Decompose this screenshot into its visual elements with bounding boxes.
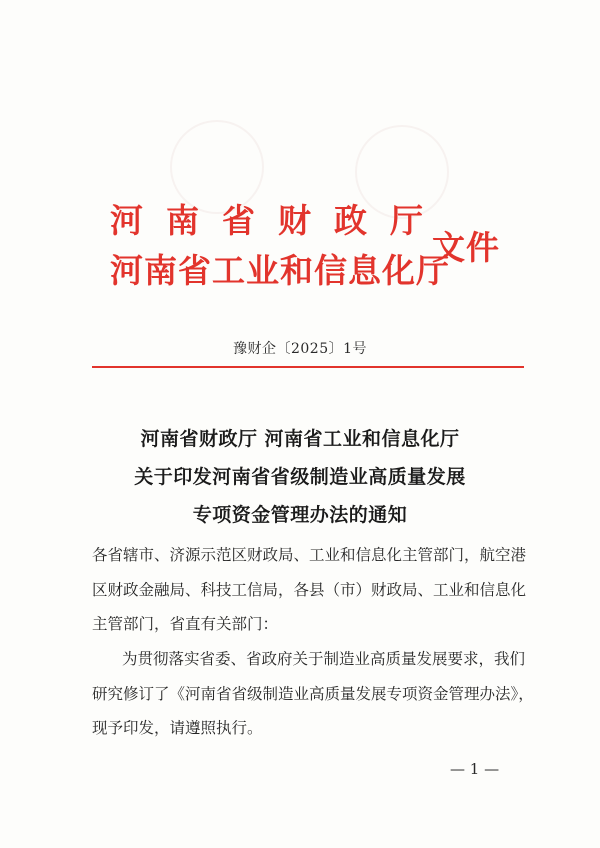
title-line-2: 关于印发河南省省级制造业高质量发展 [134,466,466,488]
title-line-3: 专项资金管理办法的通知 [192,504,408,526]
addressee-line-1: 各省辖市、济源示范区财政局、工业和信息化主管部门，航空港 [92,546,527,564]
paragraph-line-2: 研究修订了《河南省省级制造业高质量发展专项资金管理办法》， [92,685,534,703]
title-line-1: 河南省财政厅 河南省工业和信息化厅 [140,428,460,450]
page-number: — 1 — [450,760,500,778]
paragraph-line-1: 为贯彻落实省委、省政府关于制造业高质量发展要求，我们 [122,650,526,668]
document-number: 豫财企〔2025〕1号 [232,341,368,357]
addressee-line-2: 区财政金融局、科技工信局，各县（市）财政局、工业和信息化 [92,581,527,599]
red-divider [92,366,524,368]
paragraph-line-3: 现予印发，请遵照执行。 [92,719,263,737]
header-issuer-industry: 河南省工业和信息化厅 [110,251,450,290]
addressee-line-3: 主管部门，省直有关部门： [92,615,279,633]
header-document-label: 文件 [432,228,500,267]
header-issuer-finance: 河南省财政厅 [110,201,446,240]
